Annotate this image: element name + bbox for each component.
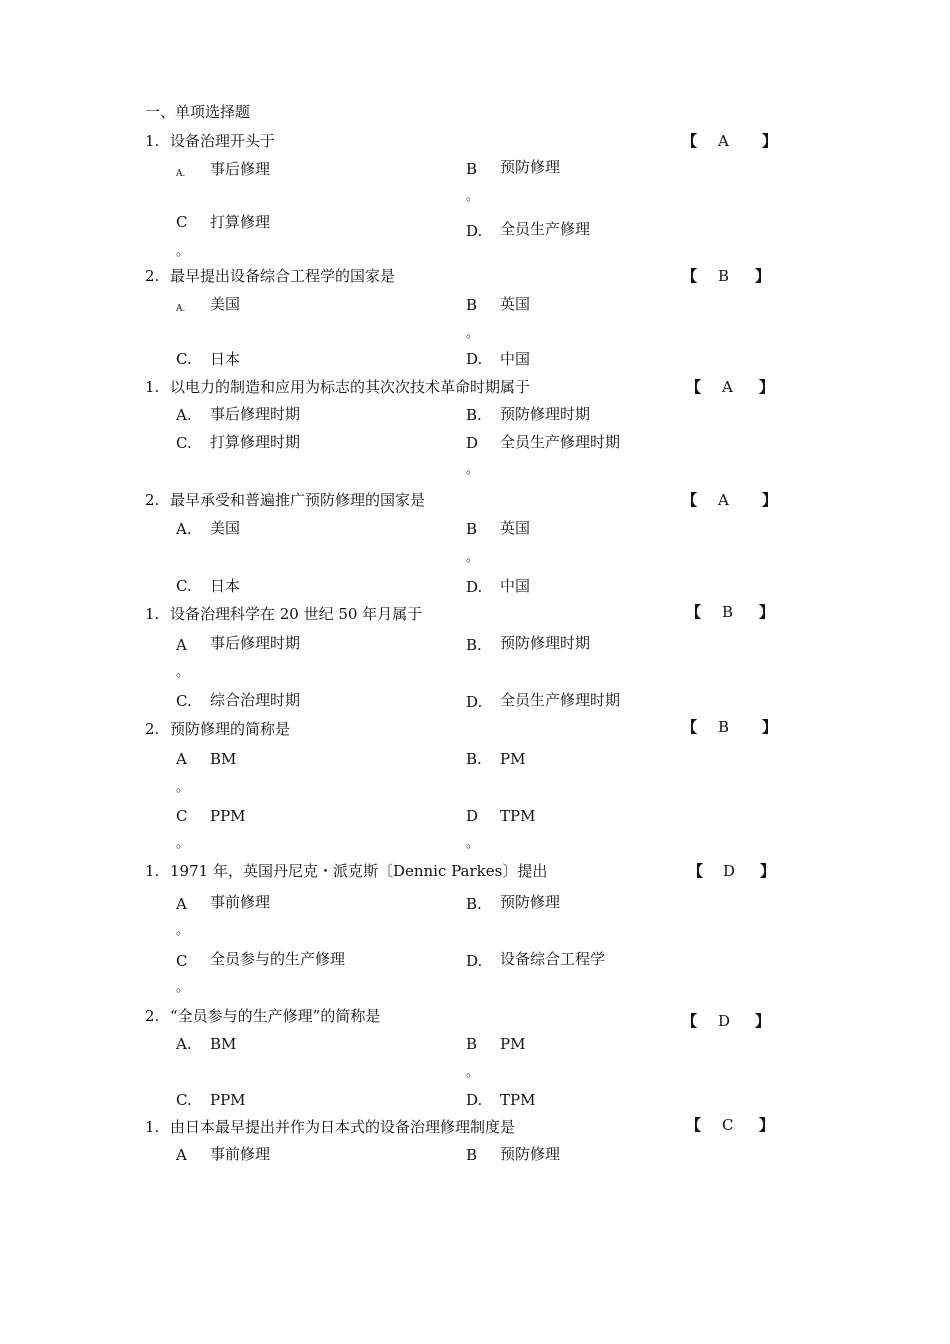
answer-bracket-left: 【 [682, 491, 698, 509]
answer-bracket-left: 【 [682, 267, 698, 285]
option-letter: D. [466, 693, 483, 711]
dot-mark: 。 [466, 462, 480, 477]
option-text: 英国 [500, 519, 531, 537]
option-letter: B. [466, 406, 482, 424]
question-text: 预防修理的简称是 [170, 720, 291, 738]
option-text: TPM [500, 1091, 536, 1109]
dot-mark: 。 [466, 189, 480, 204]
answer-bracket-left: 【 [682, 132, 698, 150]
question-number: 1. [145, 132, 160, 150]
answer-letter: A [718, 132, 729, 150]
option-text: 美国 [210, 519, 241, 537]
answer-bracket-left: 【 [686, 603, 702, 621]
option-letter: D [466, 807, 479, 825]
option-letter: B. [466, 895, 482, 913]
question-number: 2. [145, 267, 160, 285]
section-title: 一、单项选择题 [145, 103, 251, 121]
option-text: 英国 [500, 295, 531, 313]
question-number: 2. [145, 1007, 160, 1025]
answer-letter: B [718, 267, 730, 285]
answer-bracket-left: 【 [682, 718, 698, 736]
option-text: 日本 [210, 350, 241, 368]
answer-bracket-right: 】 [760, 862, 776, 880]
answer-bracket-left: 【 [688, 862, 704, 880]
option-text: 综合治理时期 [210, 691, 301, 709]
option-text: 全员生产修理时期 [500, 691, 621, 709]
option-text: TPM [500, 807, 536, 825]
option-letter: A [176, 1146, 187, 1164]
dot-mark: 。 [466, 836, 480, 851]
question-text: 最早承受和普遍推广预防修理的国家是 [170, 491, 426, 509]
option-letter: D. [466, 222, 483, 240]
option-text: 设备综合工程学 [500, 950, 606, 968]
dot-mark: 。 [176, 836, 190, 851]
option-letter: A [176, 895, 187, 913]
answer-letter: A [722, 378, 733, 396]
option-text: PM [500, 1035, 526, 1053]
option-letter: A [176, 636, 187, 654]
option-text: 事后修理 [210, 160, 271, 178]
option-letter: B. [466, 636, 482, 654]
option-letter: C [176, 952, 188, 970]
option-text: 打算修理时期 [210, 433, 301, 451]
dot-mark: 。 [176, 665, 190, 680]
option-letter: C. [176, 1091, 192, 1109]
option-text: 全员生产修理 [500, 220, 591, 238]
question-number: 2. [145, 491, 160, 509]
answer-bracket-right: 】 [759, 378, 775, 396]
option-text: PPM [210, 807, 246, 825]
option-text: PM [500, 750, 526, 768]
option-letter: D. [466, 578, 483, 596]
option-text: 日本 [210, 577, 241, 595]
option-letter: D. [466, 350, 483, 368]
question-number: 1. [145, 605, 160, 623]
answer-bracket-right: 】 [762, 132, 778, 150]
option-text: 中国 [500, 350, 531, 368]
option-text: PPM [210, 1091, 246, 1109]
option-text: 预防修理 [500, 893, 561, 911]
answer-letter: A [718, 491, 729, 509]
dot-mark: 。 [466, 550, 480, 565]
option-letter: B [466, 160, 478, 178]
answer-bracket-right: 】 [755, 1012, 771, 1030]
option-letter: A [176, 750, 187, 768]
option-text: 全员参与的生产修理 [210, 950, 346, 968]
option-text: 美国 [210, 295, 241, 313]
option-letter: A. [176, 304, 186, 314]
dot-mark: 。 [176, 780, 190, 795]
question-text: 设备治理科学在 20 世纪 50 年月属于 [170, 605, 423, 623]
answer-bracket-right: 】 [759, 603, 775, 621]
dot-mark: 。 [176, 923, 190, 938]
option-letter: C. [176, 577, 192, 595]
option-letter: B [466, 520, 478, 538]
question-text: “全员参与的生产修理”的简称是 [170, 1007, 381, 1025]
option-letter: C [176, 807, 188, 825]
option-letter: B [466, 1035, 478, 1053]
answer-bracket-right: 】 [755, 267, 771, 285]
option-text: 预防修理时期 [500, 634, 591, 652]
answer-letter: C [722, 1116, 734, 1134]
option-text: 事前修理 [210, 893, 271, 911]
option-text: 事后修理时期 [210, 405, 301, 423]
dot-mark: 。 [466, 326, 480, 341]
option-text: 事后修理时期 [210, 634, 301, 652]
answer-bracket-left: 【 [686, 1116, 702, 1134]
question-text: 最早提出设备综合工程学的国家是 [170, 267, 396, 285]
answer-letter: B [722, 603, 734, 621]
question-text: 由日本最早提出并作为日本式的设备治理修理制度是 [170, 1118, 516, 1136]
dot-mark: 。 [466, 1065, 480, 1080]
option-letter: A. [176, 1035, 192, 1053]
option-letter: C. [176, 692, 192, 710]
answer-bracket-right: 】 [762, 491, 778, 509]
option-letter: D [466, 434, 479, 452]
option-text: BM [210, 750, 237, 768]
option-letter: D. [466, 1091, 483, 1109]
question-number: 1. [145, 1118, 160, 1136]
option-text: 打算修理 [210, 213, 271, 231]
option-text: 中国 [500, 577, 531, 595]
dot-mark: 。 [176, 980, 190, 995]
option-text: 全员生产修理时期 [500, 433, 621, 451]
answer-bracket-left: 【 [682, 1012, 698, 1030]
option-letter: B. [466, 750, 482, 768]
option-letter: B [466, 1146, 478, 1164]
answer-bracket-left: 【 [686, 378, 702, 396]
option-text: 预防修理时期 [500, 405, 591, 423]
question-number: 1. [145, 862, 160, 880]
question-number: 2. [145, 720, 160, 738]
answer-letter: D [718, 1012, 731, 1030]
question-number: 1. [145, 378, 160, 396]
question-text: 以电力的制造和应用为标志的其次次技术革命时期属于 [170, 378, 531, 396]
option-letter: C. [176, 350, 192, 368]
option-letter: B [466, 296, 478, 314]
option-text: 预防修理 [500, 1145, 561, 1163]
question-text: 设备治理开头于 [170, 132, 276, 150]
question-text: 1971 年，英国丹尼克・派克斯〔Dennic Parkes〕提出 [170, 862, 548, 880]
option-letter: A. [176, 406, 192, 424]
option-text: 事前修理 [210, 1145, 271, 1163]
option-letter: C [176, 213, 188, 231]
option-text: 预防修理 [500, 158, 561, 176]
option-letter: A. [176, 169, 186, 179]
option-text: BM [210, 1035, 237, 1053]
option-letter: D. [466, 952, 483, 970]
answer-bracket-right: 】 [759, 1116, 775, 1134]
answer-bracket-right: 】 [762, 718, 778, 736]
dot-mark: 。 [176, 244, 190, 259]
option-letter: C. [176, 434, 192, 452]
option-letter: A. [176, 520, 192, 538]
answer-letter: D [723, 862, 736, 880]
answer-letter: B [718, 718, 730, 736]
